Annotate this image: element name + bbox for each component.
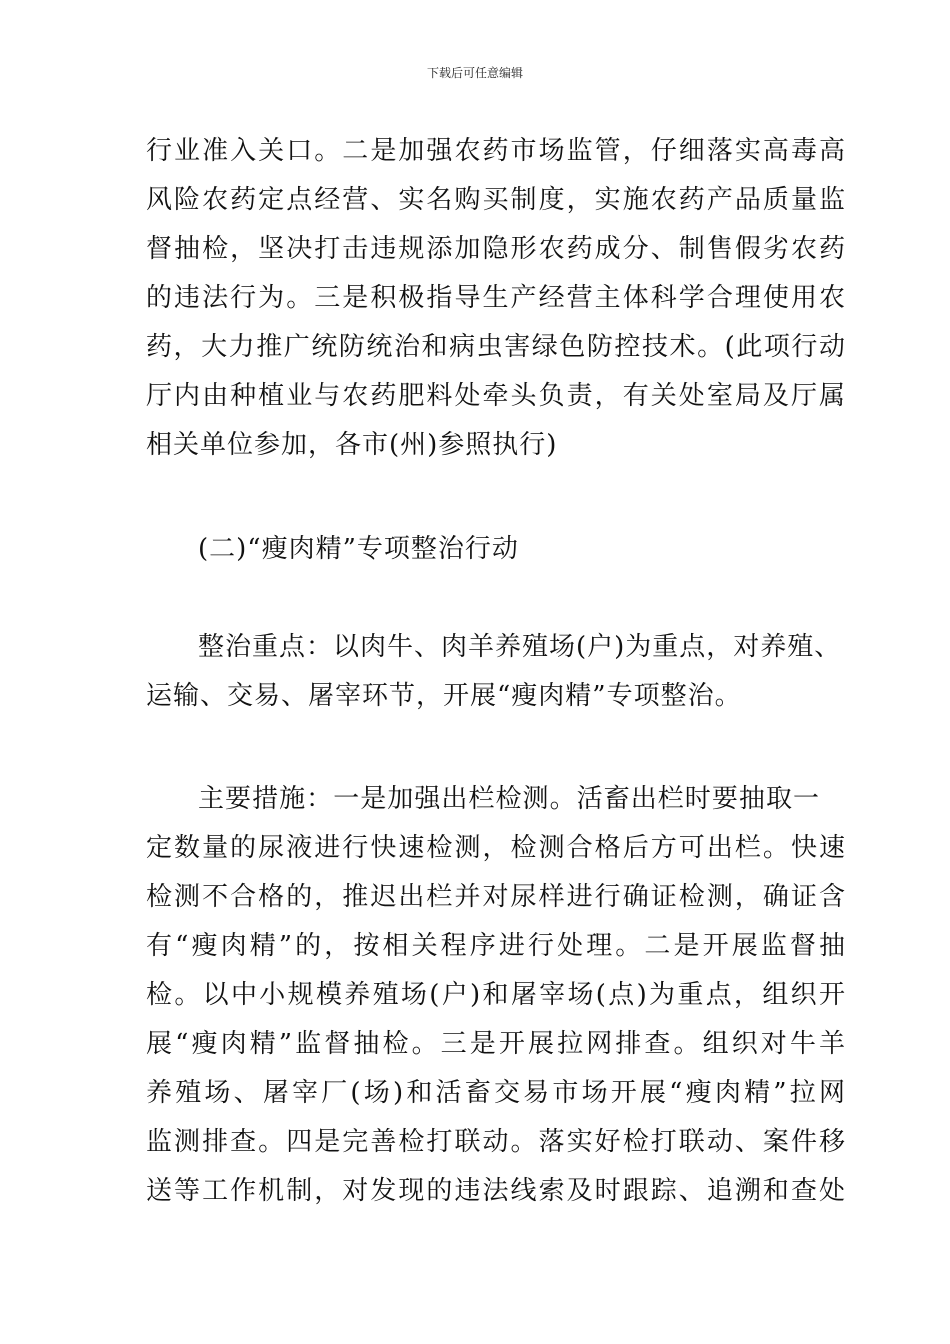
page-header: 下载后可任意编辑 bbox=[426, 66, 523, 80]
text-line: 检测不合格的，推迟出栏并对尿样进行确证检测，确证含 bbox=[146, 882, 846, 912]
text-line: 检。以中小规模养殖场(户)和屠宰场(点)为重点，组织开 bbox=[146, 980, 846, 1010]
text-line: 相关单位参加，各市(州)参照执行) bbox=[146, 430, 558, 460]
text-line: 整治重点：以肉牛、肉羊养殖场(户)为重点，对养殖、 bbox=[198, 632, 842, 662]
text-line: 定数量的尿液进行快速检测，检测合格后方可出栏。快速 bbox=[146, 833, 846, 863]
text-line: 展“瘦肉精”监督抽检。三是开展拉网排查。组织对牛羊 bbox=[146, 1029, 846, 1059]
text-line: 监测排查。四是完善检打联动。落实好检打联动、案件移 bbox=[146, 1127, 846, 1157]
text-line: 养殖场、屠宰厂(场)和活畜交易市场开展“瘦肉精”拉网 bbox=[146, 1078, 846, 1108]
text-line: 送等工作机制，对发现的违法线索及时跟踪、追溯和查处 bbox=[146, 1176, 846, 1206]
text-line: 有“瘦肉精”的，按相关程序进行处理。二是开展监督抽 bbox=[146, 931, 846, 961]
text-line: 行业准入关口。二是加强农药市场监管，仔细落实高毒高 bbox=[146, 136, 846, 166]
text-line: 的违法行为。三是积极指导生产经营主体科学合理使用农 bbox=[146, 283, 846, 313]
text-line: 风险农药定点经营、实名购买制度，实施农药产品质量监 bbox=[146, 185, 846, 215]
text-line: 厅内由种植业与农药肥料处牵头负责，有关处室局及厅属 bbox=[146, 381, 846, 411]
text-line: 药，大力推广统防统治和病虫害绿色防控技术。(此项行动 bbox=[146, 332, 846, 362]
text-line: 督抽检，坚决打击违规添加隐形农药成分、制售假劣农药 bbox=[146, 234, 846, 264]
section-heading: (二)“瘦肉精”专项整治行动 bbox=[198, 534, 519, 564]
text-line: 主要措施：一是加强出栏检测。活畜出栏时要抽取一 bbox=[198, 784, 820, 814]
text-line: 运输、交易、屠宰环节，开展“瘦肉精”专项整治。 bbox=[146, 681, 742, 711]
